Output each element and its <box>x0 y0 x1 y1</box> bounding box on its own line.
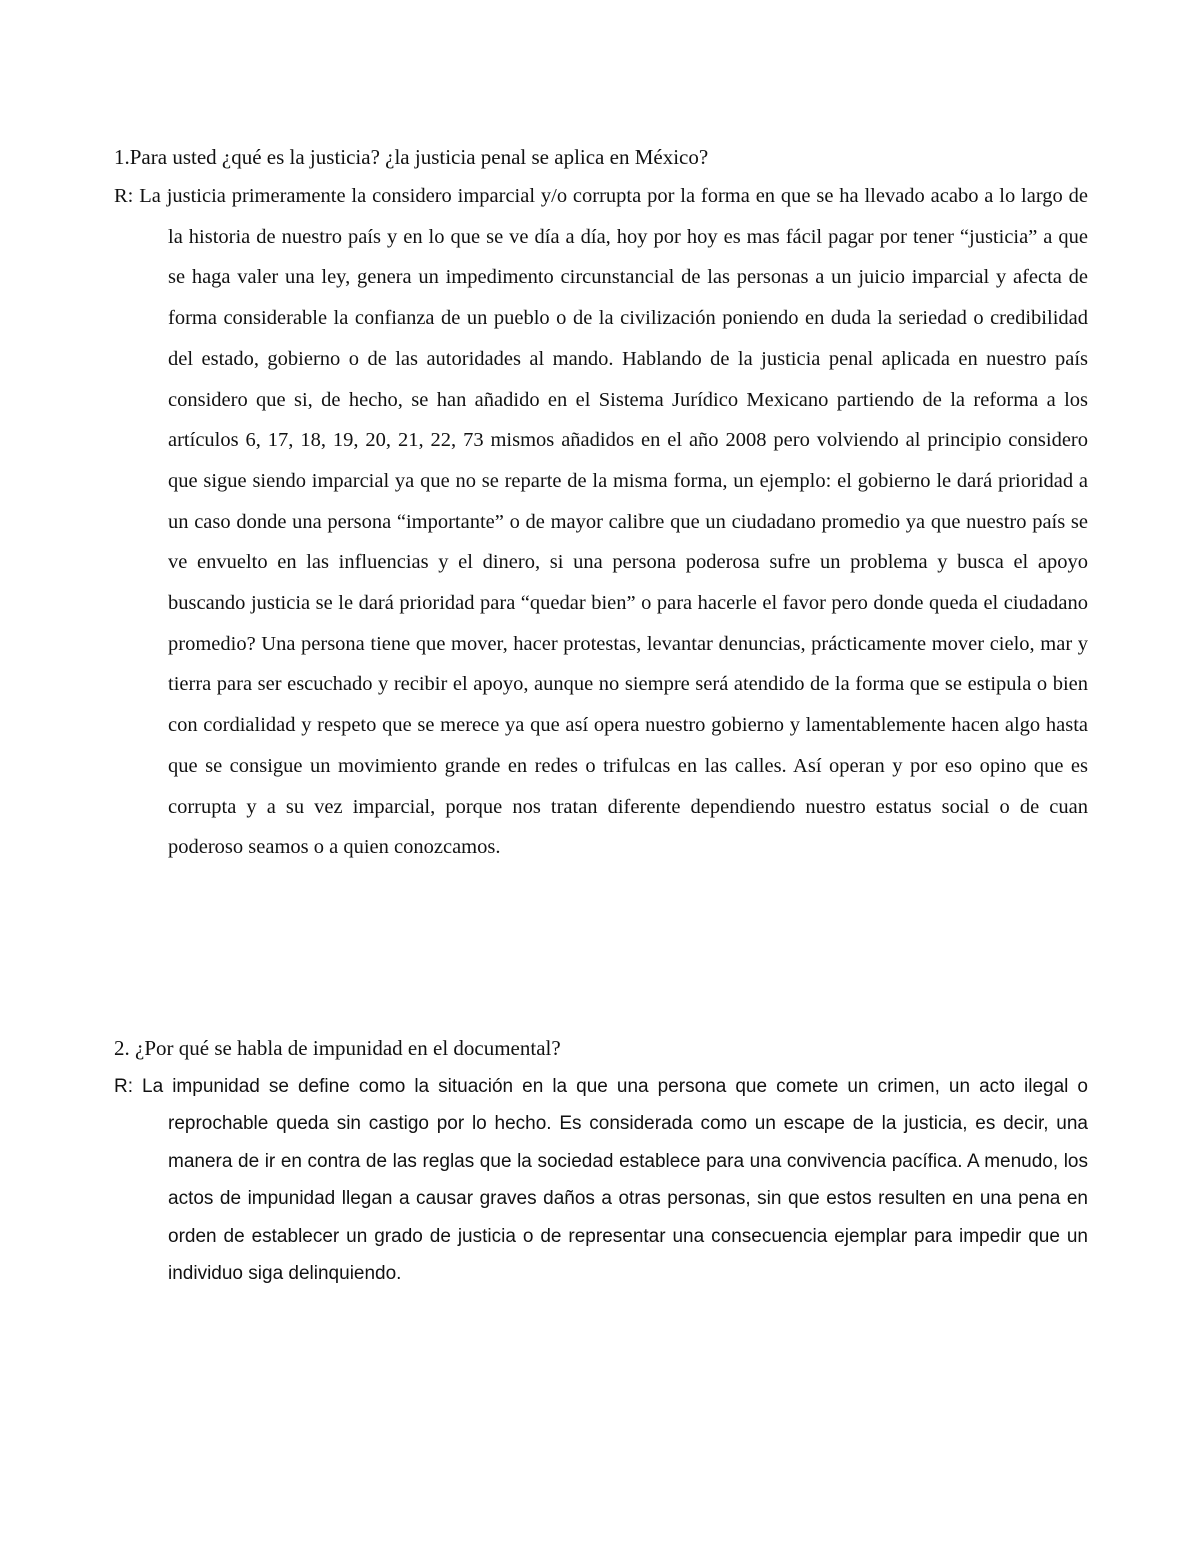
answer-2: R: La impunidad se define como la situación en la que una persona que comete un crimen, un acto ilegal o reprochable queda sin castigo por lo hecho. Es considerada como un escape de la justicia, es decir, una manera de ir en contra de las reglas que la sociedad establece para una convivencia pacífica. A menudo, los actos de impunidad llegan a causar graves daños a otras personas, sin que estos resulten en una pena en orden de establecer un grado de justicia o de representar una consecuencia ejemplar para impedir que un individuo siga delinquiendo. <box>114 1076 1088 1285</box>
question-2: 2. ¿Por qué se habla de impunidad en el documental? <box>114 1036 561 1060</box>
answer-1: R: La justicia primeramente la considero imparcial y/o corrupta por la forma en que se ha llevado acabo a lo largo de la historia de nuestro país y en lo que se ve día a día, hoy por hoy es mas fácil pagar por tener “justicia” a que se haga valer una ley, genera un impedimento circunstancial de las personas a un juicio imparcial y afecta de forma considerable la confianza de un pueblo o de la civilización poniendo en duda la seriedad o credibilidad del estado, gobierno o de las autoridades al mando. Hablando de la justicia penal aplicada en nuestro país considero que si, de hecho, se han añadido en el Sistema Jurídico Mexicano partiendo de la reforma a los artículos 6, 17, 18, 19, 20, 21, 22, 73 mismos añadidos en el año 2008 pero volviendo al principio considero que sigue siendo imparcial ya que no se reparte de la misma forma, un ejemplo: el gobierno le dará prioridad a un caso donde una persona “importante” o de mayor calibre que un ciudadano promedio ya que nuestro país se ve envuelto en las influencias y el dinero, si una persona poderosa sufre un problema y busca el apoyo buscando justicia se le dará prioridad para “quedar bien” o para hacerle el favor pero donde queda el ciudadano promedio? Una persona tiene que mover, hacer protestas, levantar denuncias, prácticamente mover cielo, mar y tierra para ser escuchado y recibir el apoyo, aunque no siempre será atendido de la forma que se estipula o bien con cordialidad y respeto que se merece ya que así opera nuestro gobierno y lamentablemente hacen algo hasta que se consigue un movimiento grande en redes o trifulcas en las calles. Así operan y por eso opino que es corrupta y a su vez imparcial, porque nos tratan diferente dependiendo nuestro estatus social o de cuan poderoso seamos o a quien conozcamos. <box>114 185 1088 859</box>
question-1: 1.Para usted ¿qué es la justicia? ¿la justicia penal se aplica en México? <box>114 145 709 169</box>
